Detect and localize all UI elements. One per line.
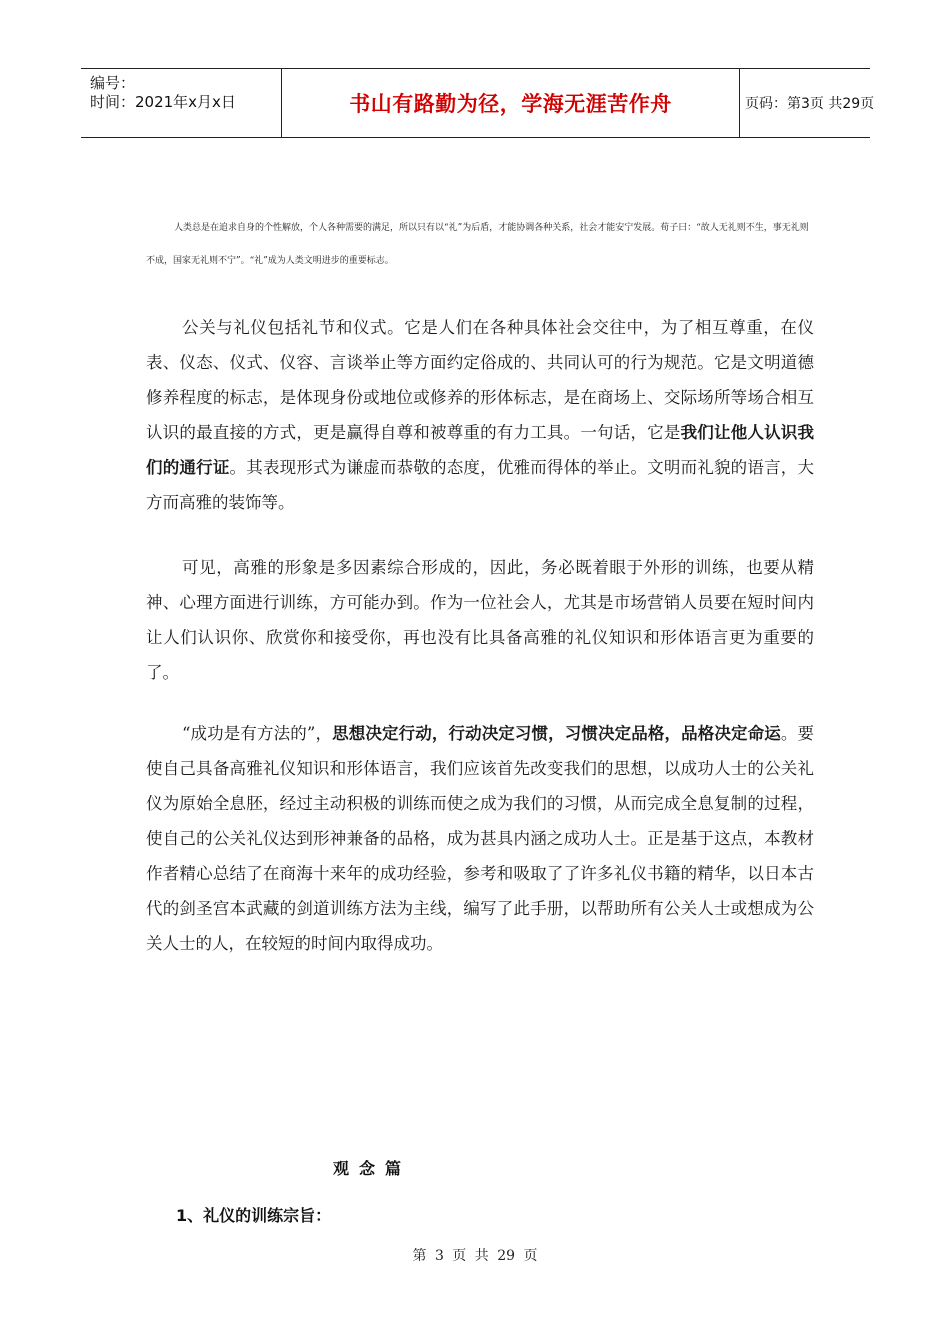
header-meta [81,69,281,137]
page-header [81,68,875,138]
paragraph-1-bold: 我们让他人认识我们的通行证 [146,423,815,477]
time-label: 时间：2021年x月x日 [90,93,236,111]
section-title: 观念篇 [333,1159,412,1178]
paragraph-2: 可见，高雅的形象是多因素综合形成的，因此，务必既着眼于外形的训练，也要从精神、心理方面进行训练，方可能办到。作为一位社会人，尤其是市场营销人员要在短时间内让人们认识你、欣赏你和接受你，再也没有比具备高雅的礼仪知识和形体语言更为重要的了。 [146,558,814,682]
header-page-info [739,69,875,137]
paragraph-1-tail: 。其表现形式为谦虚而恭敬的态度，优雅而得体的举止。文明而礼貌的语言，大方而高雅的装饰等。 [146,458,815,512]
page-info-text: 页码：第3页 共29页 [745,96,875,112]
paragraph-1-text: 公关与礼仪包括礼节和仪式。它是人们在各种具体社会交往中，为了相互尊重，在仪表、仪态、仪式、仪容、言谈举止等方面约定俗成的、共同认可的行为规范。它是文明道德修养程度的标志，是体现身份或地位或修养的形体标志，是在商场上、交际场所等场合相互认识的最直接的方式，更是赢得自尊和被尊重的有力工具。一句话，它是 [146,318,814,442]
paragraph-3-bold: 思想决定行动，行动决定习惯，习惯决定品格，品格决定命运 [332,724,781,743]
paragraph-3 [146,716,814,961]
header-motto [281,69,740,137]
paragraph-1 [146,310,814,520]
number-label: 编号： [90,74,136,92]
page-footer: 第 3 页 共 29 页 [412,1248,538,1264]
paragraph-3-text: “成功是有方法的”， [182,724,333,743]
subsection-title: 1、礼仪的训练宗旨： [176,1206,332,1225]
intro-quote: 人类总是在追求自身的个性解放，个人各种需要的满足，所以只有以“礼”为后盾，才能协调各种关系，社会才能安宁发展。荀子曰：“故人无礼则不生，事无礼则不成，国家无礼则不宁”。“礼”成为人类文明进步的重要标志。 [146,223,809,266]
paragraph-3-tail: 。要使自己具备高雅礼仪知识和形体语言，我们应该首先改变我们的思想，以成功人士的公关礼仪为原始全息胚，经过主动积极的训练而使之成为我们的习惯，从而完成全息复制的过程，使自己的公关礼仪达到形神兼备的品格，成为甚具内涵之成功人士。正是基于这点，本教材作者精心总结了在商海十来年的成功经验，参考和吸取了了许多礼仪书籍的精华，以日本古代的剑圣宫本武藏的剑道训练方法为主线，编写了此手册，以帮助所有公关人士或想成为公关人士的人，在较短的时间内取得成功。 [146,724,815,953]
motto-text: 书山有路勤为径，学海无涯苦作舟 [349,92,672,116]
